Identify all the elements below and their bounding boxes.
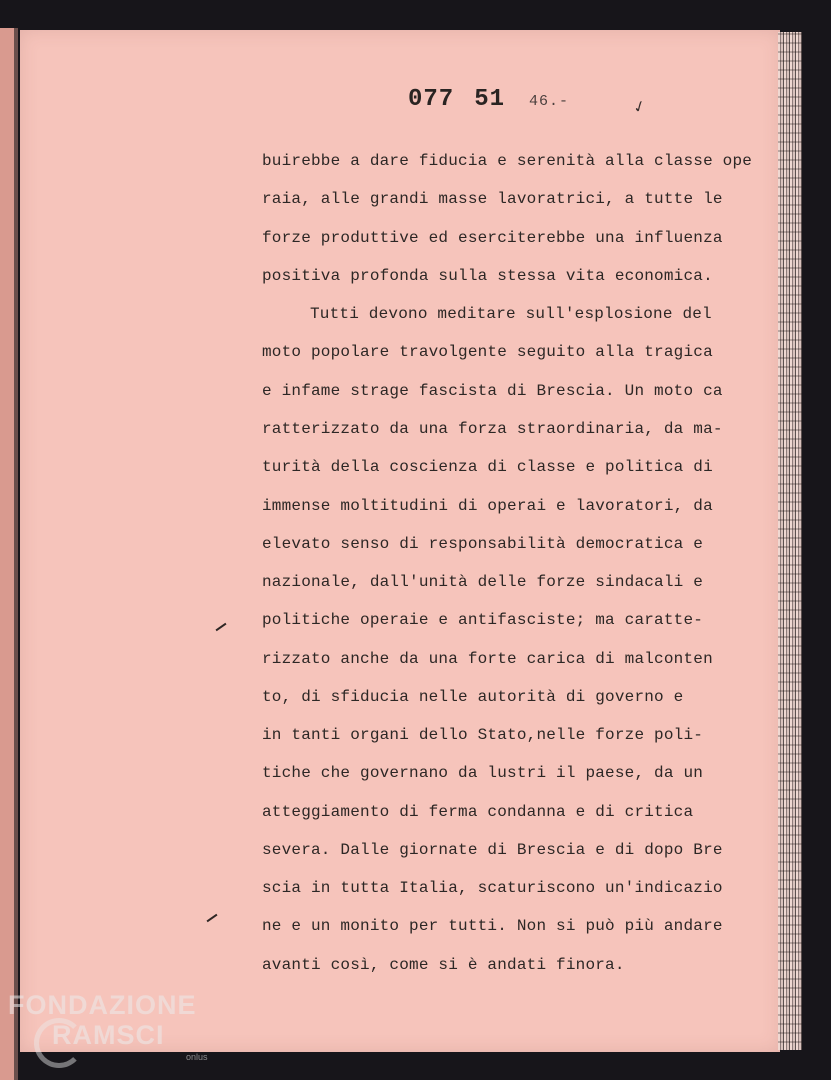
text-line: moto popolare travolgente seguito alla tragica (262, 343, 713, 361)
text-line: ne e un monito per tutti. Non si può più andare (262, 917, 723, 935)
text-line: atteggiamento di ferma condanna e di critica (262, 803, 694, 821)
text-line: ratterizzato da una forza straordinaria, da ma- (262, 420, 723, 438)
text-line: Tutti devono meditare sull'esplosione del (310, 305, 712, 323)
text-line: to, di sfiducia nelle autorità di governo e (262, 688, 684, 706)
text-line: politiche operaie e antifasciste; ma caratte- (262, 611, 704, 629)
watermark-line2: RAMSCI (52, 1020, 165, 1050)
text-line: elevato senso di responsabilità democratica e (262, 535, 704, 553)
text-line: tiche che governano da lustri il paese, da un (262, 764, 704, 782)
text-line: nazionale, dall'unità delle forze sindacali e (262, 573, 704, 591)
text-line: forze produttive ed eserciterebbe una influenza (262, 229, 723, 247)
pen-tick-icon: ✓ (631, 96, 650, 120)
text-line: in tanti organi dello Stato,nelle forze poli- (262, 726, 704, 744)
watermark-suffix: onlus (186, 1052, 208, 1062)
text-line: positiva profonda sulla stessa vita economica. (262, 267, 713, 285)
page-stack-shade (778, 32, 802, 1050)
folio-number: 51 (474, 86, 506, 113)
text-line: turità della coscienza di classe e politica di (262, 458, 713, 476)
archive-number: 077 (408, 86, 455, 113)
left-page-edge (0, 28, 14, 1080)
fondazione-gramsci-watermark (8, 990, 218, 1068)
text-line: avanti così, come si è andati finora. (262, 956, 625, 974)
text-line: raia, alle grandi masse lavoratrici, a tutte le (262, 190, 723, 208)
text-line: scia in tutta Italia, scaturiscono un'indicazio (262, 879, 723, 897)
text-line: rizzato anche da una forte carica di malconten (262, 650, 713, 668)
text-line: buirebbe a dare fiducia e serenità alla classe ope (262, 152, 753, 170)
text-line: immense moltitudini di operai e lavoratori, da (262, 497, 713, 515)
page-header (408, 86, 650, 120)
book-gutter (14, 28, 18, 1080)
page-number: 46.- (529, 93, 570, 110)
text-line: severa. Dalle giornate di Brescia e di dopo Bre (262, 841, 723, 859)
text-line: e infame strage fascista di Brescia. Un moto ca (262, 382, 723, 400)
watermark-line1: FONDAZIONE (8, 990, 197, 1020)
